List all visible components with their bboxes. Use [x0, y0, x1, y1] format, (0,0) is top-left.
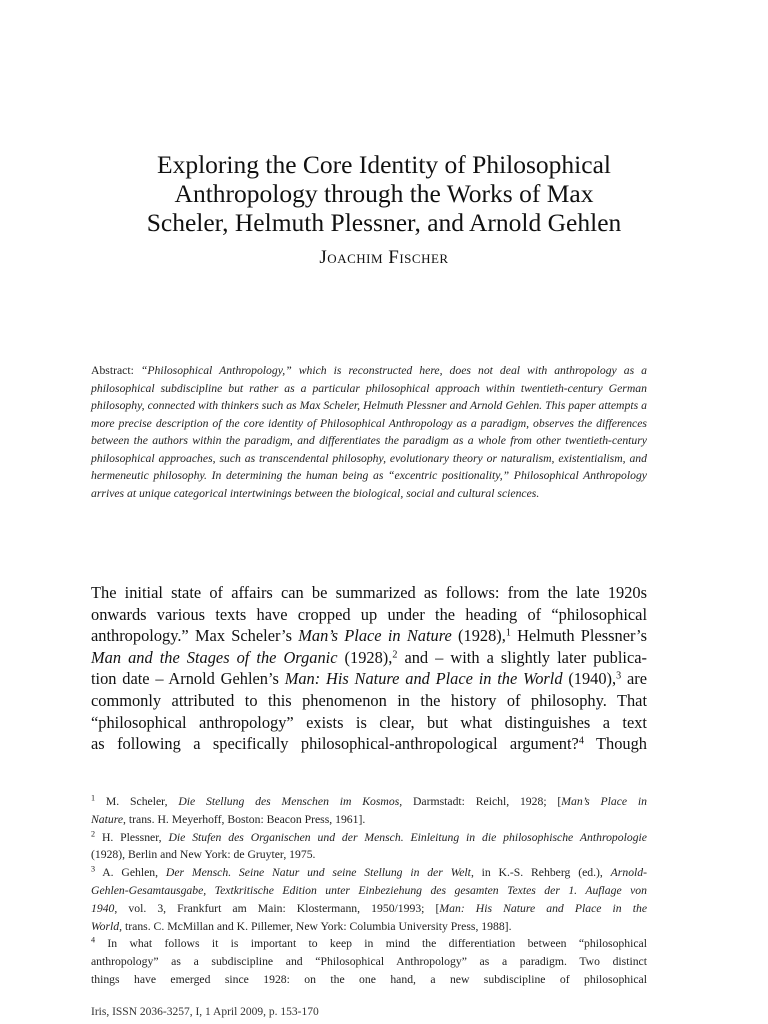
- footnote-line: [91, 811, 647, 829]
- body-line: [91, 625, 647, 647]
- title-line: Scheler, Helmuth Plessner, and Arnold Gehlen: [146, 208, 622, 237]
- text-run: tion date – Arnold Gehlen’s: [91, 669, 285, 689]
- book-title: Nature: [91, 812, 124, 826]
- footnote-line: things have emerged since 1928: on the one hand, a new subdiscipline of philosophical: [91, 972, 647, 986]
- text-run: , trans. H. Meyerhoff, Boston: Beacon Press, 1961].: [123, 812, 366, 826]
- text-run: H. Plessner,: [95, 830, 169, 844]
- footnote-number: 1: [91, 793, 96, 803]
- title-line: Anthropology through the Works of Max: [174, 179, 594, 208]
- body-line: [91, 647, 647, 669]
- body-paragraph: [91, 582, 647, 755]
- book-title: Arnold-: [610, 866, 648, 880]
- footnote-number: 3: [91, 864, 96, 874]
- abstract: [91, 362, 647, 502]
- text-run: (1928),: [451, 626, 506, 646]
- book-title: Man’s Place in: [561, 795, 647, 808]
- book-title: Man: His Nature and Place in the World: [284, 669, 563, 689]
- footnote-line: [91, 918, 647, 936]
- page-footer: Iris, ISSN 2036-3257, I, 1 April 2009, p. 153-170: [91, 1006, 319, 1018]
- text-run: are: [621, 669, 647, 689]
- text-run: In what follows it is important to keep in mind the differentiation between “philosophical: [95, 937, 647, 951]
- text-run: anthropology.” Max Scheler’s: [91, 626, 299, 646]
- book-title: World: [91, 919, 120, 933]
- book-title: Der Mensch. Seine Natur und seine Stellung in der Welt: [165, 866, 471, 880]
- body-line: “philosophical anthropology” exists is clear, but what distinguishes a text: [91, 712, 647, 732]
- text-run: as following a specifically philosophical-anthropological argument?: [91, 734, 579, 754]
- paper-title: [60, 150, 708, 237]
- text-run: M. Scheler,: [95, 795, 179, 808]
- footnote-number: 4: [91, 935, 96, 945]
- book-title: Man’s Place in Nature: [298, 626, 452, 646]
- footnote-line: (1928), Berlin and New York: de Gruyter, 1975.: [91, 848, 316, 862]
- body-line: commonly attributed to this phenomenon in the history of philosophy. That: [91, 690, 647, 710]
- text-run: and – with a slightly later publica-: [397, 647, 647, 667]
- footnote-line: anthropology” as a subdiscipline and “Philosophical Anthropology” as a paradigm. Two distinct: [91, 955, 647, 969]
- text-run: Helmuth Plessner’s: [510, 626, 647, 646]
- footnote-line: [91, 793, 647, 811]
- book-title: Die Stellung des Menschen im Kosmos,: [178, 795, 403, 808]
- book-title: Gehlen-Gesamtausgabe, Textkritische Edition unter Einbeziehung des gesamten Textes der 1. Auflage von: [91, 883, 647, 897]
- footnote-4: [91, 935, 647, 988]
- footnote-ref[interactable]: 3: [616, 670, 622, 682]
- text-run: A. Gehlen,: [95, 866, 166, 880]
- text-run: , in K.-S. Rehberg (ed.),: [470, 866, 611, 880]
- abstract-label: Abstract:: [91, 364, 134, 377]
- footnote-ref[interactable]: 1: [505, 627, 511, 639]
- title-line: Exploring the Core Identity of Philosophical: [157, 150, 611, 179]
- text-run: (1928),: [337, 647, 393, 667]
- footnote-ref[interactable]: 4: [578, 735, 584, 747]
- footnote-number: 2: [91, 829, 96, 839]
- body-line: The initial state of affairs can be summarized as follows: from the late 1920s: [91, 583, 647, 602]
- book-title: Man: His Nature and Place in the: [439, 901, 648, 915]
- footnote-ref[interactable]: 2: [392, 649, 398, 661]
- abstract-text: “Philosophical Anthropology,” which is reconstructed here, does not deal with anthropology as a philosophical subdiscipline but rather as a particular philosophical approach within twentieth-century German philosophy, connected with thinkers such as Max Scheler, Helmuth Plessner and Arnold Gehlen. This paper attempts a more precise description of the core identity of Philosophical Anthropology as a paradigm, observes the differences between the authors within the paradigm, and differentiates the paradigm as a whole from other twentieth-century philosophical approaches, such as transcendental philosophy, evolutionary theory or naturalism, existentialism, and hermeneutic philosophy. In determining the human being as “excentric positionality,” Philosophical Anthropology arrives at unique categorical intertwinings between the biological, social and cultural sciences.: [91, 364, 648, 500]
- footnote-1: [91, 793, 647, 829]
- book-title: Man and the Stages of the Organic: [91, 647, 338, 667]
- footnote-line: [91, 829, 647, 847]
- footnote-3: [91, 864, 647, 935]
- footnote-2: [91, 829, 647, 865]
- body-line: onwards various texts have cropped up under the heading of “philosophical: [91, 604, 647, 624]
- text-run: , vol. 3, Frankfurt am Main: Klostermann, 1950/1993; [: [114, 901, 440, 915]
- author-name: Joachim Fischer: [319, 247, 449, 268]
- footnote-line: [91, 882, 647, 900]
- footnotes: [91, 793, 647, 989]
- footnote-line: [91, 935, 647, 953]
- text-run: Though: [583, 734, 647, 754]
- text-run: Darmstadt: Reichl, 1928; [: [402, 795, 562, 808]
- book-title: Die Stufen des Organischen und der Mensch. Einleitung in die philosophische Anthropologie: [168, 830, 647, 844]
- body-line: [91, 733, 647, 755]
- book-title: 1940: [91, 901, 115, 915]
- text-run: , trans. C. McMillan and K. Pillemer, New York: Columbia University Press, 1988].: [119, 919, 512, 933]
- body-line: [91, 668, 647, 690]
- text-run: (1940),: [562, 669, 617, 689]
- footnote-line: [91, 900, 647, 918]
- footnote-line: [91, 864, 647, 882]
